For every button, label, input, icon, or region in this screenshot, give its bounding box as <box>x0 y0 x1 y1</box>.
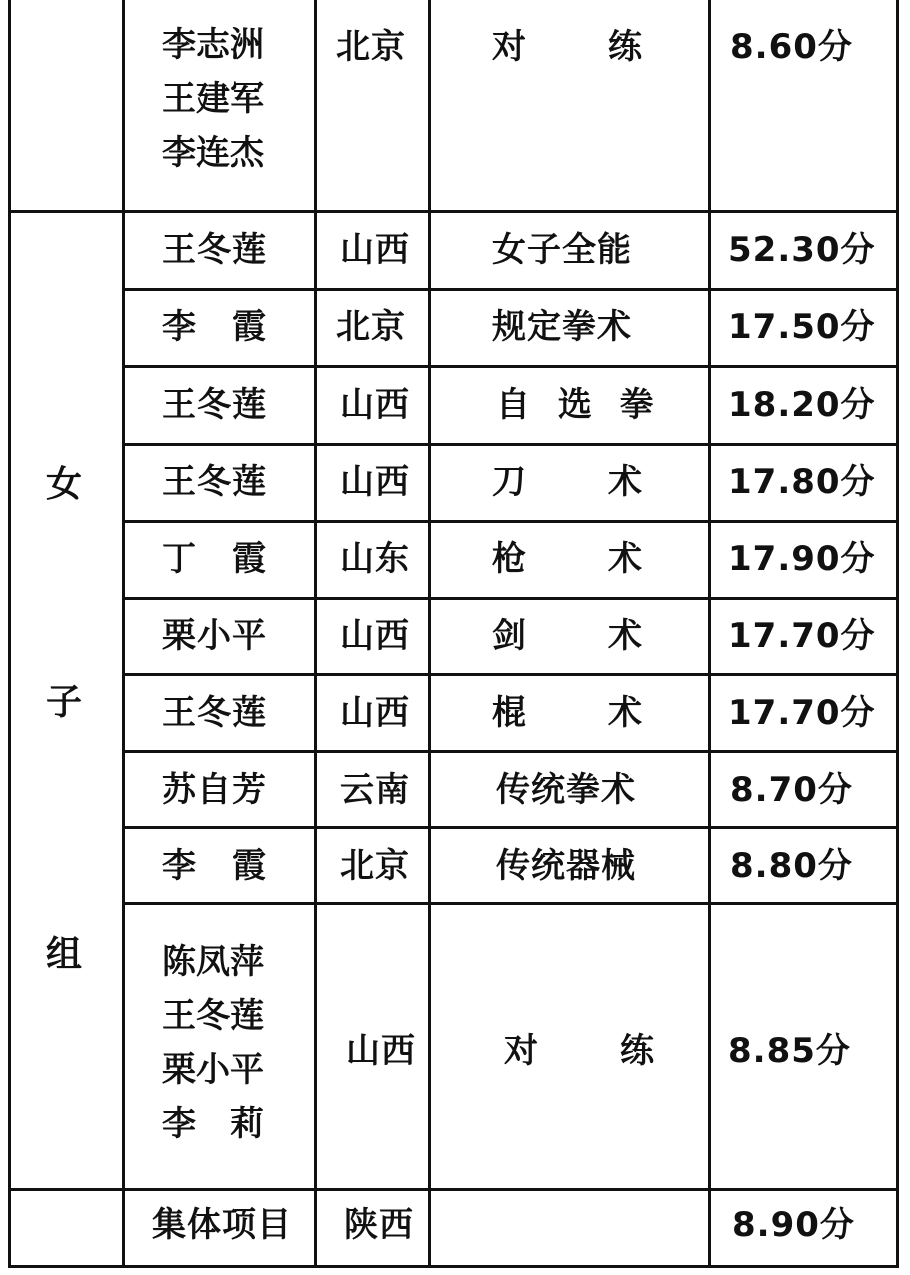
group-label-char: 子 <box>46 682 83 723</box>
athlete-name: 李 莉 <box>162 1104 264 1144</box>
score: 8.90分 <box>732 1205 855 1245</box>
athlete-name: 栗小平 <box>162 616 267 656</box>
athlete-name: 王冬莲 <box>162 996 264 1036</box>
athlete-name: 李连杰 <box>162 133 264 173</box>
table-line <box>8 1188 899 1191</box>
table-divider-event <box>708 0 711 1268</box>
province: 山西 <box>340 385 410 425</box>
score: 8.60分 <box>730 27 853 67</box>
province: 云南 <box>340 770 410 810</box>
event: 自 选 拳 <box>496 385 662 425</box>
event: 剑 术 <box>492 616 642 656</box>
event: 集体项目 <box>152 1205 292 1245</box>
score: 17.90分 <box>728 539 876 579</box>
province: 山西 <box>340 616 410 656</box>
table-line <box>122 750 899 753</box>
table-divider-province <box>428 0 431 1268</box>
athlete-name: 栗小平 <box>162 1050 264 1090</box>
score: 17.70分 <box>728 693 876 733</box>
athlete-name: 李 霞 <box>162 846 267 886</box>
score: 17.80分 <box>728 462 876 502</box>
event: 对 练 <box>492 27 642 67</box>
team-names <box>162 18 264 180</box>
athlete-name: 王冬莲 <box>162 385 267 425</box>
event: 女子全能 <box>492 230 632 270</box>
score: 52.30分 <box>728 230 876 270</box>
event: 棍 术 <box>492 693 642 733</box>
athlete-name: 王冬莲 <box>162 230 267 270</box>
table-line <box>122 365 899 368</box>
event: 传统器械 <box>496 846 636 886</box>
score: 17.70分 <box>728 616 876 656</box>
province: 山东 <box>340 539 410 579</box>
athlete-name: 丁 霞 <box>162 539 267 579</box>
score: 8.80分 <box>730 846 853 886</box>
score: 17.50分 <box>728 307 876 347</box>
athlete-name: 陈凤萍 <box>162 942 264 982</box>
province: 陕西 <box>344 1205 414 1245</box>
event: 对 练 <box>504 1031 654 1071</box>
group-label-char: 女 <box>46 464 83 505</box>
team-names <box>162 935 264 1151</box>
event: 传统拳术 <box>496 770 636 810</box>
event: 规定拳术 <box>492 307 632 347</box>
table-border-bottom <box>8 1265 899 1268</box>
province: 山西 <box>346 1031 416 1071</box>
athlete-name: 王建军 <box>162 79 264 119</box>
athlete-name: 苏自芳 <box>162 770 267 810</box>
score: 8.85分 <box>728 1031 851 1071</box>
table-line <box>122 673 899 676</box>
province: 山西 <box>340 230 410 270</box>
score: 18.20分 <box>728 385 876 425</box>
province: 北京 <box>340 846 410 886</box>
table-line <box>122 826 899 829</box>
table-line <box>122 443 899 446</box>
athlete-name: 李志洲 <box>162 25 264 65</box>
province: 山西 <box>340 693 410 733</box>
athlete-name: 王冬莲 <box>162 693 267 733</box>
event: 枪 术 <box>492 539 642 579</box>
province: 山西 <box>340 462 410 502</box>
table-divider-name <box>314 0 317 1268</box>
table-line <box>122 597 899 600</box>
table-line <box>122 520 899 523</box>
table-line <box>122 288 899 291</box>
score: 8.70分 <box>730 770 853 810</box>
province: 北京 <box>336 27 406 67</box>
athlete-name: 王冬莲 <box>162 462 267 502</box>
event: 刀 术 <box>492 462 642 502</box>
table-border-left <box>8 0 11 1268</box>
athlete-name: 李 霞 <box>162 307 267 347</box>
table-line <box>8 210 899 213</box>
table-line <box>122 902 899 905</box>
group-label-char: 组 <box>46 934 83 975</box>
table-divider-group <box>122 0 125 1268</box>
province: 北京 <box>336 307 406 347</box>
table-border-right <box>896 0 899 1268</box>
